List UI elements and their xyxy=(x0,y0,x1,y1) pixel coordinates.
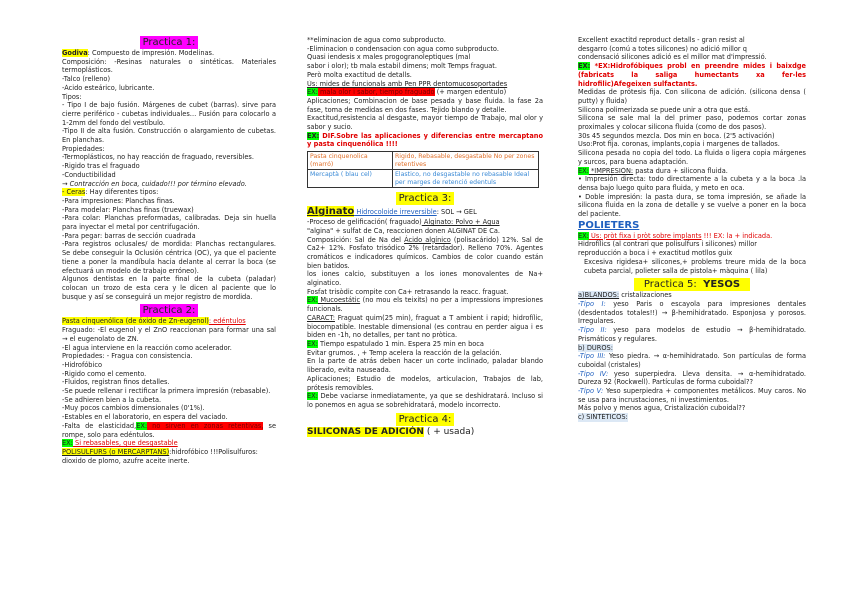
text-line: Uso:Prot fija. coronas, implants,copia i margenes de tallados. xyxy=(578,140,780,149)
mucoestatic-line: EX: Mucoestátic (no mou els teixits) no per a impressions impresiones funcionals. xyxy=(307,296,543,314)
text-line: "algina" + sulfat de Ca, reaccionen donen ALGINAT DE Ca. xyxy=(307,226,500,235)
table-row xyxy=(308,152,539,170)
text-paragraph: - Tipo I de bajo fusión. Márgenes de cubet (barras). sirve para cierre periférico - cubetas individuales… Fusión para colocarlo a 1-2mm del fondo del vestíbulo. xyxy=(62,101,276,127)
caract-paragraph: CARACT: Fraguat quim(25 min), fraguat a T ambient i rapid; hidrofílic, biocompatible. Inestable dimensional (es contrau en perder aigua i es biden en -1h, no detalles, per tant no pròtica. xyxy=(307,313,543,340)
text-paragraph: los iones calcio, substituyen a los iones monovalentes de Na+ alginatico. xyxy=(307,270,543,288)
text-line: -Para modelar: Planchas finas (truewax) xyxy=(62,205,194,214)
table-cell: Pasta cinquenolica (marró) xyxy=(308,152,393,170)
text-line: -Conductibilidad xyxy=(62,170,116,179)
text-line: -Eliminacion o condensacion con agua como subproducto. xyxy=(307,44,499,53)
text-line: Però molta exactitud de detalls. xyxy=(307,70,412,79)
polisulfurs-line: POLISULFURS (o MERCARPTANS):hidrofóbico !!!Polisulfuros: xyxy=(62,447,258,456)
impresion-line: EX: *IMPRESIÓN: pasta dura + silicona fluida. xyxy=(578,166,728,175)
text-paragraph: -Tipo II de alta fusión. Construcción o alargamiento de cubetas. En planchas. xyxy=(62,127,276,145)
ceras-line: - Ceras: Hay diferentes tipos: xyxy=(62,188,159,197)
practica-1-title: Practica 1: xyxy=(140,36,199,49)
text-line: -Se puede rellenar i rectificar la primera impresión (rebasable). xyxy=(62,387,271,396)
tipo-ii-paragraph: -Tipo II: yeso para modelos de estudio → β-hemihidratado. Prismáticos y regulares. xyxy=(578,326,806,343)
table-cell: Elastico, no desgastable no rebasable Ideal per marges de retenció edentuls xyxy=(393,170,539,188)
text-paragraph: Algunos dentistas en la parte final de la cubeta (paladar) colocan un trozo de esta cera y le dicen al paciente que lo busque y así se conseguirá un mejor registro de mordida. xyxy=(62,275,276,301)
text-line: dioxido de plomo, azufre aceite inerte. xyxy=(62,456,190,465)
elasticity-line: -Falta de elasticidad,EX: no sirven en zonas retentivas, se rompe, solo para edéntulos. xyxy=(62,421,277,439)
table-cell: Mercaptà ( blau cel) xyxy=(308,170,393,188)
text-line: -Rigido tras el fraguado xyxy=(62,162,140,171)
text-line: Hidrofílics (al contrari que polisulfurs i silicones) millor xyxy=(578,240,758,249)
tipo-i-paragraph: -Tipo I: yeso Paris o escayola para impresiones dentales (desdentados totales!!) → β-hemihidratado. Esponjosa y porosos. Irregulares. xyxy=(578,299,806,326)
text-line: Evitar grumos. , + Temp acelera la reacción de la gelación. xyxy=(307,348,502,357)
text-line: Propiedades: xyxy=(62,144,105,153)
diff-line: EX: DIF.Sobre las aplicaciones y diferencias entre mercaptano y pasta cinquenólica !!!! xyxy=(307,131,543,149)
polieters-use-line: EX: Ús: pròt fixa i pròt sobre implants !!! EX: la + indicada. xyxy=(578,231,773,240)
composition-paragraph: Composición: Sal de Na del Ácido algínico (polisacárido) 12%. Sal de Ca2+ 12%. Fosfato trisódico 2% (retardador). Relleno 70%. Agentes cromáticos e indicadores químicos. Cambios de color cuando están bien batidos. xyxy=(307,235,543,270)
rebasables-line: EX: Si rebasables, que desgastable xyxy=(62,439,178,448)
sinteticos-heading: c) SINTÉTICOS: xyxy=(578,413,628,422)
text-line: Excellent exactitd reproduct detalls - gran resist al xyxy=(578,36,745,44)
practica-5-title: Practica 5: YESOS xyxy=(578,278,806,291)
tipo-v-paragraph: -Tipo V: Yeso superpiedra + componentes metálicos. Muy caros. No se usa para incrustaciones, ni investimientos. xyxy=(578,387,806,404)
gelification-line: -Proceso de gelificación( fraguado) Alginato: Polvo + Agua xyxy=(307,218,500,227)
text-line: -Talco (relleno) xyxy=(62,75,111,84)
practica-4-title: Practica 4: xyxy=(396,413,455,426)
text-line: Propiedades: - Fragua con consistencia. xyxy=(62,352,193,361)
text-line: reproducción a boca i + exactitud motllos guix xyxy=(578,249,733,258)
table-cell: Rigido, Rebasable, desgastable No per zones retentives xyxy=(393,152,539,170)
text-line: Más polvo y menos agua, Cristalización cuboidal?? xyxy=(578,404,746,413)
text-line: sabor i olor); tb mala estabil dimens; molt Temps fraguat. xyxy=(307,62,497,71)
text-line: Ús: mides de funcionals amb Pen PPR dentomucosoportades xyxy=(307,79,508,88)
composition-line: Composición: -Resinas naturales o sintéticas. Materiales termoplásticos. xyxy=(62,57,276,75)
text-paragraph: Aplicaciones; Estudio de modelos, articulacion, Trabajos de lab, prótesis removibles. xyxy=(307,374,543,392)
comparison-table xyxy=(307,151,539,188)
text-line: Silicona polimerizada se puede unir a otra que está. xyxy=(578,105,751,114)
column-3 xyxy=(578,36,806,422)
text-line: -Rigido como el cemento. xyxy=(62,369,147,378)
tipo-iv-paragraph: -Tipo IV: yeso superpiedra. Lleva densita. → α-hemihidratado. Dureza 92 (Rockwell). Partículas de forma cuboidal?? xyxy=(578,369,807,387)
text-line: condensació silicones adició es el millor mat d'impressió. xyxy=(578,53,767,62)
practica-2-title: Practica 2: xyxy=(140,304,199,317)
text-paragraph: Aplicaciones; Combinacion de base pesada y base fluida. la fase 2a fase, toma de medidas en dos fases. Tejido blando y detalle. xyxy=(307,96,543,114)
text-paragraph: Silicona se sale mal la del primer paso, podemos cortar zonas proximales y colocar silicona fluida (como de dos pasos). xyxy=(578,114,806,132)
text-paragraph: Silicona pesada no copia del todo. La fluida o ligera copia márgenes y surcos, para buena adaptación. xyxy=(578,149,806,166)
text-paragraph: • Impresión directa: todo directamente a la cubeta y a la boca .la densa bajo luego quito para fluida, y meto en oca. xyxy=(578,175,806,192)
practica-3-title: Practica 3: xyxy=(396,192,455,205)
polieters-title: POLIETERS xyxy=(578,219,640,231)
text-line: -Termoplásticos, no hay reacción de fraguado, reversibles. xyxy=(62,153,254,162)
text-line: -Estables en el laboratorio, en espera del vaciado. xyxy=(62,413,228,422)
text-line: -El agua interviene en la reacción como acelerador. xyxy=(62,343,232,352)
text-line: Quasi iendesis x males progogranoleptiques (mal xyxy=(307,53,471,62)
text-line: -Para pegar: barras de sección cuadrada xyxy=(62,231,196,240)
ex-line: EX: mala olor i sabor, tiempo fraguado (+ margen edentulo) xyxy=(307,88,507,97)
pasta-line: Pasta cinquenólica (de óxido de Zn-eugenol): edéntulos xyxy=(62,317,246,326)
table-row xyxy=(308,170,539,188)
tipo-iii-paragraph: -Tipo III: Yeso piedra. → α-hemihidratado. Son partículas de forma cuboidal (cristales) xyxy=(578,352,806,369)
hidrofobiques-line: EX: *EX:Hidrofóbiques probl en preendre mides i baixdge (fabricats la saliga humectants xa fer-les hidrofilic)Afegeixen sulfactants. xyxy=(578,62,806,88)
duros-heading: b) DUROS: xyxy=(578,343,613,352)
text-paragraph: En la parte de atrás deben hacer un corte inclinado, paladar blando liberado, evita nauseada. xyxy=(307,357,543,375)
text-line: Fosfat trisòdic compite con Ca+ retrasando la reacc. fraguat. xyxy=(307,287,509,296)
siliconas-line: SILICONAS DE ADICIÓN ( + usada) xyxy=(307,426,475,437)
text-paragraph: • Doble impresión: la pasta dura, se toma impresión, se añade la silicona fluida en la zona de detalle y se vuelve a poner en la boca del paciente. xyxy=(578,192,806,219)
text-paragraph: Fraguado: -El eugenol y el ZnO reaccionan para formar una sal → el eugenolato de ZN. xyxy=(62,326,276,343)
tiempo-line: EX: Tiempo espatulado 1 min. Espera 25 min en boca xyxy=(307,339,484,348)
blandos-line: a)BLANDOS: cristalizaciones xyxy=(578,291,672,300)
vaciar-paragraph: EX: Debe vaciarse inmediatamente, ya que se deshidratará. Incluso si lo ponemos en agua se sobrehidratará, modelo incorrecto. xyxy=(307,392,543,409)
column-1 xyxy=(62,36,276,465)
text-paragraph: Excesiva rigidesa+ silicones,+ problems treure mida de la boca cubeta parcial, polieter salla de pistola+ màquina ( lila) xyxy=(584,257,806,275)
text-line: -Hidrofóbico xyxy=(62,360,102,369)
text-paragraph: -Para colar: Planchas preformadas, calibradas. Deja sin huella para inyectar el metal por centrifugación. xyxy=(62,214,276,232)
text-paragraph: -Para registros oclusales/ de mordida: Planchas rectangulares. Se debe conseguir la Oclusión céntrica (OC), ya que el paciente tiene a poner la mandíbula hacia delante al cerrar la boca (se efectuará un modelo de trabajo erróneo). xyxy=(62,240,276,275)
godiva-line: Godiva: Compuesto de impresión. Modelinas. xyxy=(62,49,215,57)
text-line: desgarro (comú a totes silicones) no adició millor q xyxy=(578,44,747,53)
text-line: **eliminacion de agua como subproducto. xyxy=(307,36,446,44)
text-line: 30s 45 segundos mezcla. Dos min en boca. (2'5 activación) xyxy=(578,131,775,140)
text-line: → Contracción en boca, cuidado!!! por término elevado. xyxy=(62,179,247,188)
text-line: -Se adhieren bien a la cubeta. xyxy=(62,395,162,404)
text-line: -Muy pocos cambios dimensionales (0'1%). xyxy=(62,404,205,413)
text-paragraph: Exactitud,resistencia al desgaste, mayor tiempo de Trabajo, mal olor y sabor y sucio. xyxy=(307,114,543,132)
text-line: -Fluidos, registran finos detalles. xyxy=(62,378,170,387)
alginato-line: Alginato Hidrocoloide irreversible: SOL → GEL xyxy=(307,206,477,218)
text-line: Tipos: xyxy=(62,92,82,101)
text-line: -Para impresiones: Planchas finas. xyxy=(62,196,175,205)
column-2 xyxy=(307,36,543,439)
text-line: -Ácido esteárico, lubricante. xyxy=(62,83,155,92)
text-paragraph: Medidas de prótesis fija. Con silicona de adición. (silicona densa ( putty) y fluida) xyxy=(578,88,806,105)
